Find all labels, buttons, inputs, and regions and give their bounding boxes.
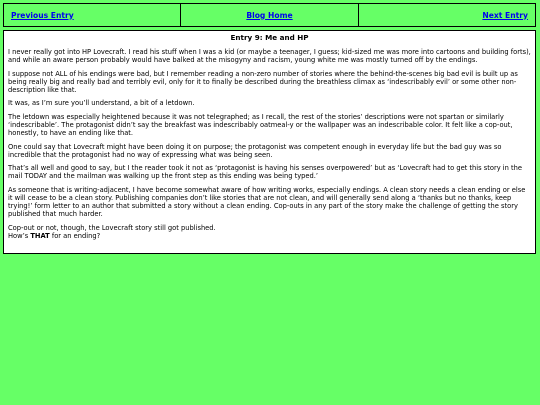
previous-entry-link[interactable]: Previous Entry bbox=[11, 10, 74, 20]
nav-cell-next bbox=[358, 4, 535, 26]
entry-navigation-bar bbox=[3, 3, 536, 27]
entry-title: Entry 9: Me and HP bbox=[230, 33, 309, 42]
closing-emphasis: THAT bbox=[30, 231, 50, 240]
entry-content bbox=[3, 30, 536, 254]
entry-paragraph: I suppose not ALL of his endings were bad, but I remember reading a non-zero number of stories where the behind-the-scenes big bad evil is built up as being really big and really bad and terribly evil, only for it to finally be described during the breathless climax as ‘indescribably evil’ or some other non-description like that. bbox=[8, 69, 518, 94]
closing-line-1: Cop-out or not, though, the Lovecraft story still got published. bbox=[8, 223, 216, 232]
entry-closing bbox=[8, 224, 531, 240]
entry-paragraph: As someone that is writing-adjacent, I have become somewhat aware of how writing works, especially endings. A clean story needs a clean ending or else it will cease to be a clean story. Publishing companies don’t like stories that are not clean, and will generally send along a ‘thanks but no thanks, keep trying!’ form letter to an author that submitted a story without a clean ending. Cop-outs in any part of the story make the challenge of getting the story published that much harder. bbox=[8, 185, 526, 219]
closing-prefix: How’s bbox=[8, 231, 31, 240]
nav-cell-previous bbox=[4, 4, 180, 26]
entry-paragraph: It was, as I’m sure you’ll understand, a bit of a letdown. bbox=[8, 99, 195, 108]
closing-suffix: for an ending? bbox=[49, 231, 101, 240]
next-entry-link[interactable]: Next Entry bbox=[482, 10, 528, 20]
nav-cell-home bbox=[180, 4, 357, 26]
entry-paragraph: I never really got into HP Lovecraft. I read his stuff when I was a kid (or maybe a teenager, I guess; kid-sized me was more into cartoons and building forts), and while an aware person probably would have balked at the misogyny and racism, young white me was mostly turned off by the endings. bbox=[8, 48, 531, 65]
entry-paragraph: That’s all well and good to say, but I the reader took it not as ‘protagonist is having his senses overpowered’ but as ‘Lovecraft had to get this story in the mail TODAY and the mailman was walking up the front step as this ending was being typed.’ bbox=[8, 164, 522, 181]
blog-home-link[interactable]: Blog Home bbox=[246, 10, 293, 20]
entry-paragraph: One could say that Lovecraft might have been doing it on purpose; the protagonist was competent enough in everyday life but the bad guy was so incredible that the protagonist had no way of expressing what was being seen. bbox=[8, 142, 502, 159]
entry-paragraph: The letdown was especially heightened because it was not telegraphed; as I recall, the rest of the stories’ descriptions were not spartan or similarly ‘indescribable’. The protagonist didn’t say the breakfast was indescribably oatmeal-y or the wallpaper was an indescribable color. It felt like a cop-out, honestly, to have an ending like that. bbox=[8, 112, 513, 138]
